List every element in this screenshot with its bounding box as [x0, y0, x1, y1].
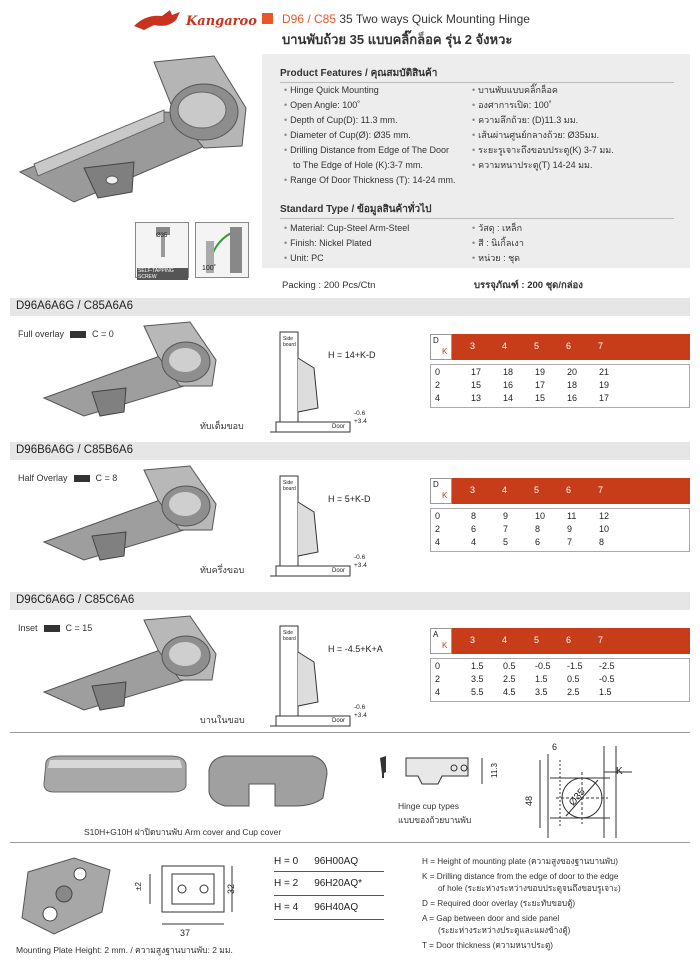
section-divider	[10, 842, 690, 843]
corner-bottom: K	[442, 641, 448, 650]
table-cell: 9	[567, 524, 573, 534]
table-col-header: 6	[566, 485, 572, 495]
table-col-header: 3	[470, 485, 476, 495]
features-divider	[280, 82, 674, 83]
plate-code-row	[274, 856, 384, 872]
table-col-header: 5	[534, 485, 540, 495]
product-title-en: 35 Two ways Quick Mounting Hinge	[339, 12, 530, 26]
table-cell: 17	[471, 367, 482, 377]
screw-dia-label: Ø35	[156, 233, 168, 239]
legend-item: K = Drilling distance from the edge of door to the edge	[422, 872, 619, 881]
table-row-key: 4	[435, 393, 441, 403]
feature-th: • ระยะรูเจาะถึงขอบประตู(K) 3-7 มม.	[472, 144, 614, 156]
main-hinge-image	[14, 52, 254, 212]
table-cell: -0.5	[535, 661, 551, 671]
dim-b: +3.4	[354, 562, 367, 569]
table-row-key: 4	[435, 537, 441, 547]
door-label: Door	[332, 718, 346, 724]
table-row-key: 2	[435, 524, 441, 534]
variant-th-label: ทับเต็มขอบ	[200, 421, 244, 431]
table-body	[430, 364, 690, 408]
table-row-key: 2	[435, 380, 441, 390]
variant-band	[10, 298, 690, 316]
feature-en: • Hinge Quick Mounting	[284, 84, 456, 96]
table-col-header: 3	[470, 635, 476, 645]
overlay-name: Inset	[18, 623, 38, 633]
standard-en-list	[284, 222, 409, 264]
table-corner	[430, 478, 452, 504]
table-cell: 15	[535, 393, 546, 403]
variant-th-label: บานในขอบ	[200, 715, 245, 725]
door-label: Door	[332, 424, 346, 430]
table-col-header: 6	[566, 635, 572, 645]
corner-top: A	[433, 630, 439, 639]
side-board-label: Side board	[283, 480, 296, 492]
legend-item: T = Door thickness (ความหนาประตู)	[422, 941, 554, 950]
table-col-header: 5	[534, 341, 540, 351]
table-body	[430, 508, 690, 552]
legend-item: A = Gap between door and side panel	[422, 914, 560, 923]
overlay-name: Full overlay	[18, 329, 65, 339]
table-col-header: 7	[598, 485, 604, 495]
legend-item: H = Height of mounting plate (ความสูงของฐานบานพับ)	[422, 857, 619, 866]
table-cell: 21	[599, 367, 610, 377]
table-cell: 4	[471, 537, 477, 547]
variant-band	[10, 592, 690, 610]
screw-label: SELF-TAPPING SCREW	[137, 268, 188, 280]
screw-badge	[135, 222, 189, 278]
table-cell: 3.5	[535, 687, 548, 697]
angle-badge	[195, 222, 249, 278]
features-title: Product Features / คุณสมบัติสินค้า	[280, 68, 438, 79]
standard-en: • Material: Cup-Steel Arm-Steel	[284, 222, 409, 234]
table-col-header: 4	[502, 635, 508, 645]
table-cell: 5.5	[471, 687, 484, 697]
table-cell: 6	[535, 537, 541, 547]
feature-en: • Drilling Distance from Edge of The Door	[284, 144, 456, 156]
standard-en: • Unit: PC	[284, 252, 409, 264]
table-cell: 13	[471, 393, 482, 403]
standard-th: • วัสดุ : เหล็ก	[472, 222, 524, 234]
variant-code: D96C6A6G / C85C6A6	[16, 594, 135, 606]
logo-text: Kangaroo	[186, 14, 257, 29]
standard-divider	[280, 218, 674, 219]
side-board-label: Side board	[283, 336, 296, 348]
table-cell: 16	[567, 393, 578, 403]
table-cell: 6	[471, 524, 477, 534]
table-cell: 1.5	[471, 661, 484, 671]
section-divider	[10, 732, 690, 733]
overlay-c: C = 15	[65, 623, 93, 633]
plate-code: 96H20AQ*	[314, 878, 362, 889]
table-cell: 17	[535, 380, 546, 390]
table-cell: 0.5	[503, 661, 516, 671]
drill-k-label: K	[616, 766, 623, 777]
standard-en: • Finish: Nickel Plated	[284, 237, 409, 249]
product-title	[282, 12, 530, 26]
table-cell: 5	[503, 537, 509, 547]
table-cell: 7	[503, 524, 509, 534]
table-col-header: 7	[598, 635, 604, 645]
angle-label: 100˚	[202, 265, 217, 272]
variant-formula: H = -4.5+K+A	[328, 644, 383, 654]
dim-a: -0.6	[354, 554, 366, 561]
variant-formula: H = 14+K-D	[328, 350, 376, 360]
features-th-list	[472, 84, 614, 171]
plate-codes	[274, 856, 384, 920]
table-cell: 9	[503, 511, 509, 521]
table-row-key: 2	[435, 674, 441, 684]
dim-a: -0.6	[354, 410, 366, 417]
header-accent-square	[262, 13, 273, 24]
packing-en: Packing : 200 Pcs/Ctn	[282, 280, 376, 291]
features-panel	[262, 54, 690, 268]
table-cell: 2.5	[567, 687, 580, 697]
plate-code: 96H00AQ	[314, 856, 359, 867]
side-board-label: Side board	[283, 630, 296, 642]
overlay-c: C = 0	[92, 329, 114, 339]
corner-bottom: K	[442, 491, 448, 500]
feature-en: • Depth of Cup(D): 11.3 mm.	[284, 114, 456, 126]
table-col-header: 4	[502, 341, 508, 351]
variant-hinge-image	[40, 464, 220, 564]
legend-item: (ระยะห่างระหว่างประตูและแผงข้างตู้)	[438, 926, 571, 935]
table-cell: 3.5	[471, 674, 484, 684]
table-cell: 10	[599, 524, 610, 534]
corner-bottom: K	[442, 347, 448, 356]
table-row-key: 0	[435, 661, 441, 671]
dim-a: -0.6	[354, 704, 366, 711]
overlay-name: Half Overlay	[18, 473, 68, 483]
table-cell: 15	[471, 380, 482, 390]
table-cell: 1.5	[599, 687, 612, 697]
corner-top: D	[433, 336, 439, 345]
table-col-header: 7	[598, 341, 604, 351]
plate-code-h: H = 4	[274, 902, 299, 913]
plate-code-h: H = 0	[274, 856, 299, 867]
drilling-diagram	[520, 742, 680, 842]
cup-type-diagram	[378, 752, 508, 796]
features-en-list	[284, 84, 456, 186]
feature-en: • Open Angle: 100˚	[284, 99, 456, 111]
cup-cover-image	[205, 752, 330, 808]
table-cell: 8	[471, 511, 477, 521]
table-header	[452, 334, 690, 360]
feature-th: • ความหนาประตู(T) 14-24 มม.	[472, 159, 614, 171]
table-header	[452, 628, 690, 654]
table-col-header: 4	[502, 485, 508, 495]
feature-th: • บานพับแบบคลิ๊กล็อค	[472, 84, 614, 96]
dim-b: +3.4	[354, 418, 367, 425]
legend-list	[422, 856, 692, 952]
mounting-plate-image	[14, 852, 114, 942]
packing-th: บรรจุภัณฑ์ : 200 ชุด/กล่อง	[474, 280, 583, 291]
plate-code-row	[274, 878, 384, 896]
table-cell: 7	[567, 537, 573, 547]
table-cell: 20	[567, 367, 578, 377]
table-cell: 11	[567, 511, 577, 521]
table-cell: 0.5	[567, 674, 580, 684]
drill-six-label: 6	[552, 742, 558, 752]
table-cell: 18	[503, 367, 514, 377]
kangaroo-icon	[132, 8, 186, 32]
legend-item: of hole (ระยะห่างระหว่างขอบประตูจนถึงขอบรูเจาะ)	[438, 884, 621, 893]
standard-th: • สี : นิเกิ้ลเงา	[472, 237, 524, 249]
standard-th: • หน่วย : ชุด	[472, 252, 524, 264]
variant-hinge-image	[40, 320, 220, 420]
table-header	[452, 478, 690, 504]
variant-th-label: ทับครึ่งขอบ	[200, 565, 245, 575]
variant-formula: H = 5+K-D	[328, 494, 371, 504]
table-cell: 19	[599, 380, 610, 390]
overlay-c: C = 8	[95, 473, 118, 483]
variant-hinge-image	[40, 614, 220, 714]
arm-cover-image	[40, 752, 190, 796]
table-col-header: 3	[470, 341, 476, 351]
feature-th: • องศาการเปิด: 100˚	[472, 99, 614, 111]
plate-tolerance-label: ±2	[133, 882, 143, 891]
plate-code-row	[274, 902, 384, 920]
drill-diameter-label: Ø35	[567, 786, 588, 809]
cup-depth-label: 11.3	[489, 763, 499, 778]
dim-b: +3.4	[354, 712, 367, 719]
cup-types-en: Hinge cup types	[398, 801, 459, 811]
table-col-header: 6	[566, 341, 572, 351]
table-cell: 12	[599, 511, 610, 521]
variant-band	[10, 442, 690, 460]
feature-en: • Diameter of Cup(Ø): Ø35 mm.	[284, 129, 456, 141]
table-cell: 16	[503, 380, 514, 390]
table-cell: 4.5	[503, 687, 516, 697]
table-col-header: 5	[534, 635, 540, 645]
product-code: D96 / C85	[282, 12, 337, 26]
table-cell: 19	[535, 367, 546, 377]
table-corner	[430, 334, 452, 360]
feature-en: • Range Of Door Thickness (T): 14-24 mm.	[284, 174, 456, 186]
corner-top: D	[433, 480, 439, 489]
plate-caption: Mounting Plate Height: 2 mm. / ความสูงฐานบานพับ: 2 มม.	[16, 945, 233, 955]
feature-en: to The Edge of Hole (K):3-7 mm.	[293, 160, 423, 170]
table-cell: 1.5	[535, 674, 548, 684]
cup-types-th: แบบของถ้วยบานพับ	[398, 815, 472, 825]
legend-item: D = Required door overlay (ระยะทับขอบตู้)	[422, 899, 576, 908]
table-cell: 10	[535, 511, 546, 521]
table-row-key: 0	[435, 511, 441, 521]
table-cell: 8	[535, 524, 541, 534]
table-body	[430, 658, 690, 702]
feature-th: • เส้นผ่านศูนย์กลางถ้วย: Ø35มม.	[472, 129, 614, 141]
table-cell: 2.5	[503, 674, 516, 684]
table-row-key: 0	[435, 367, 441, 377]
table-row-key: 4	[435, 687, 441, 697]
table-cell: 17	[599, 393, 610, 403]
variant-code: D96B6A6G / C85B6A6	[16, 444, 133, 456]
drill-height-label: 48	[524, 795, 535, 807]
variant-code: D96A6A6G / C85A6A6	[16, 300, 133, 312]
table-corner	[430, 628, 452, 654]
table-cell: -2.5	[599, 661, 615, 671]
table-cell: 14	[503, 393, 514, 403]
screw-icon	[136, 225, 190, 265]
table-cell: -1.5	[567, 661, 583, 671]
product-title-th: บานพับถ้วย 35 แบบคลิ๊กล็อค รุ่น 2 จังหวะ	[282, 32, 513, 47]
table-cell: -0.5	[599, 674, 615, 684]
feature-th: • ความลึกถ้วย: (D)11.3 มม.	[472, 114, 614, 126]
plate-width-label: 37	[180, 928, 191, 938]
covers-caption: S10H+G10H ฝาปิดบานพับ Arm cover and Cup cover	[84, 827, 282, 837]
plate-code-h: H = 2	[274, 878, 299, 889]
table-cell: 18	[567, 380, 578, 390]
standard-th-list	[472, 222, 524, 264]
brand-logo	[132, 8, 257, 34]
table-cell: 8	[599, 537, 605, 547]
door-label: Door	[332, 568, 346, 574]
standard-title: Standard Type / ข้อมูลสินค้าทั่วไป	[280, 204, 432, 215]
plate-height-label: 32	[226, 883, 237, 895]
plate-code: 96H40AQ	[314, 902, 359, 913]
